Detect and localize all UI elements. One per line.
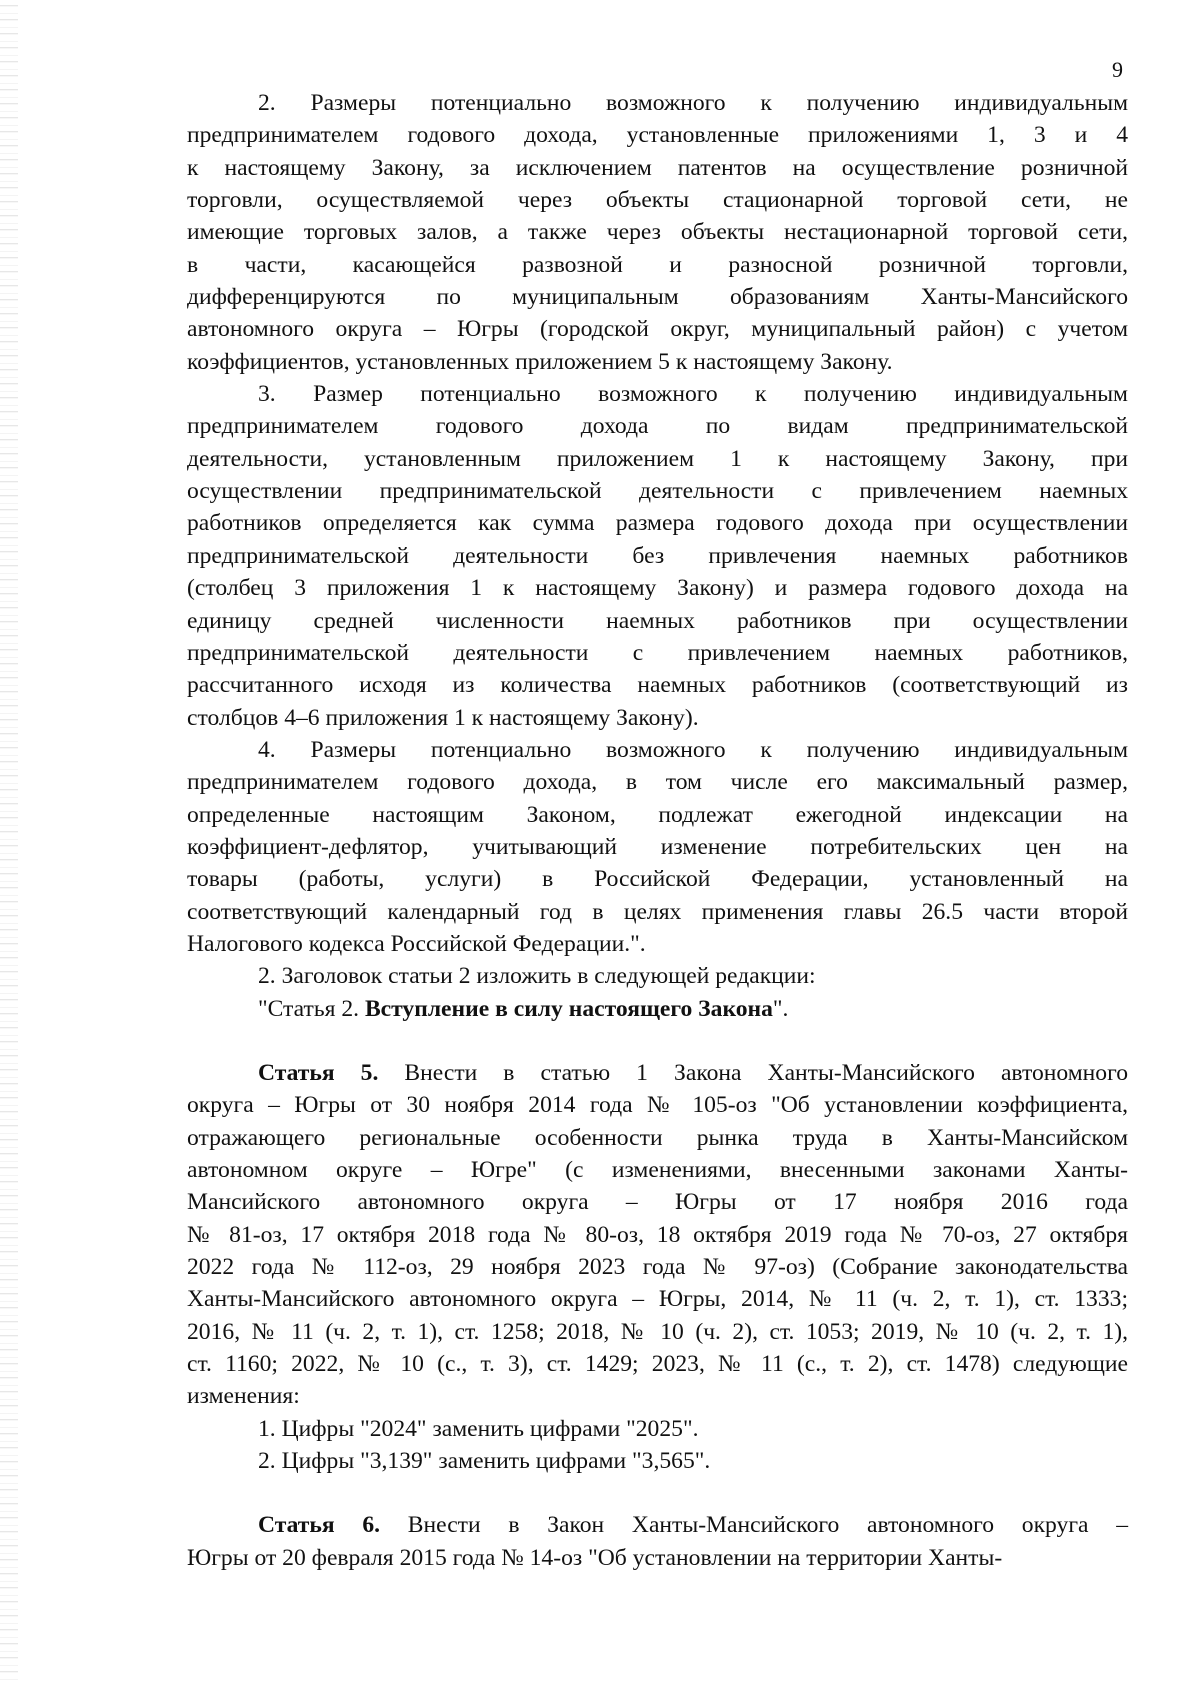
paragraph-line: Мансийского автономного округа – Югры от 17 ноября 2016 года <box>187 1189 1128 1216</box>
paragraph-line: деятельности, установленным приложением 1 к настоящему Закону, при <box>187 445 1128 472</box>
paragraph-line: округа – Югры от 30 ноября 2014 года № 105-оз "Об установлении коэффициента, <box>187 1092 1128 1119</box>
scan-edge <box>0 0 18 1685</box>
paragraph-line: "Статья 2. Вступление в силу настоящего Закона". <box>258 995 789 1022</box>
page-number: 9 <box>1112 57 1123 82</box>
paragraph-line: работников определяется как сумма размера годового дохода при осуществлении <box>187 510 1128 537</box>
paragraph-line: Югры от 20 февраля 2015 года № 14-оз "Об установлении на территории Ханты- <box>187 1544 1003 1571</box>
paragraph-line: 4. Размеры потенциально возможного к получению индивидуальным <box>258 736 1128 763</box>
paragraph-line: 1. Цифры "2024" заменить цифрами "2025". <box>258 1415 699 1442</box>
paragraph-line: № 81-оз, 17 октября 2018 года № 80-оз, 18 октября 2019 года № 70-оз, 27 октября <box>187 1221 1128 1248</box>
paragraph-line: 2. Размеры потенциально возможного к получению индивидуальным <box>258 90 1128 116</box>
paragraph-line: (столбец 3 приложения 1 к настоящему Закону) и размера годового дохода на <box>187 575 1128 602</box>
paragraph-line: рассчитанного исходя из количества наемных работников (соответствующий из <box>187 672 1128 699</box>
bold-text: Вступление в силу настоящего Закона <box>364 995 773 1022</box>
document-body <box>187 87 1128 1574</box>
paragraph-line: торговли, осуществляемой через объекты стационарной торговой сети, не <box>187 187 1128 214</box>
paragraph-line: 2. Заголовок статьи 2 изложить в следующей редакции: <box>258 963 816 990</box>
paragraph-line: предпринимательской деятельности без привлечения наемных работников <box>187 542 1128 569</box>
paragraph-line: в части, касающейся развозной и разносной розничной торговли, <box>187 251 1128 278</box>
paragraph-line: к настоящему Закону, за исключением патентов на осуществление розничной <box>187 154 1128 181</box>
bold-text: Статья 5. <box>258 1059 379 1086</box>
paragraph-line: предпринимательской деятельности с привлечением наемных работников, <box>187 639 1128 666</box>
paragraph-line: единицу средней численности наемных работников при осуществлении <box>187 607 1128 634</box>
paragraph-line: столбцов 4–6 приложения 1 к настоящему Закону). <box>187 704 699 731</box>
paragraph-line: имеющие торговых залов, а также через объекты нестационарной торговой сети, <box>187 219 1128 246</box>
paragraph-line: коэффициент-дефлятор, учитывающий изменение потребительских цен на <box>187 833 1128 860</box>
paragraph-line: 2022 года № 112-оз, 29 ноября 2023 года № 97-оз) (Собрание законодательства <box>187 1254 1128 1281</box>
paragraph-line: товары (работы, услуги) в Российской Федерации, установленный на <box>187 866 1128 893</box>
paragraph-line: 3. Размер потенциально возможного к получению индивидуальным <box>258 381 1128 408</box>
paragraph-line: соответствующий календарный год в целях применения главы 26.5 части второй <box>187 898 1128 925</box>
paragraph-line: отражающего региональные особенности рынка труда в Ханты-Мансийском <box>187 1124 1128 1151</box>
paragraph-line: определенные настоящим Законом, подлежат ежегодной индексации на <box>187 801 1128 828</box>
paragraph-line: предпринимателем годового дохода, установленные приложениями 1, 3 и 4 <box>187 122 1128 149</box>
paragraph-line: Ханты-Мансийского автономного округа – Югры, 2014, № 11 (ч. 2, т. 1), ст. 1333; <box>187 1286 1128 1313</box>
paragraph-line: 2016, № 11 (ч. 2, т. 1), ст. 1258; 2018, № 10 (ч. 2), ст. 1053; 2019, № 10 (ч. 2, т. 1), <box>187 1318 1128 1345</box>
paragraph-line: 2. Цифры "3,139" заменить цифрами "3,565". <box>258 1448 711 1475</box>
paragraph-line: коэффициентов, установленных приложением 5 к настоящему Закону. <box>187 348 893 375</box>
paragraph-line: предпринимателем годового дохода по видам предпринимательской <box>187 413 1128 440</box>
paragraph-line: автономного округа – Югры (городской округ, муниципальный район) с учетом <box>187 316 1128 343</box>
paragraph-line: Налогового кодекса Российской Федерации.". <box>187 930 646 957</box>
paragraph-line: дифференцируются по муниципальным образованиям Ханты-Мансийского <box>187 284 1128 311</box>
paragraph-line: Статья 6. Внести в Закон Ханты-Мансийского автономного округа – <box>258 1512 1128 1539</box>
paragraph-line: Статья 5. Внести в статью 1 Закона Ханты-Мансийского автономного <box>258 1059 1128 1086</box>
bold-text: Статья 6. <box>258 1512 381 1539</box>
paragraph-line: автономном округе – Югре" (с изменениями, внесенными законами Ханты- <box>187 1157 1128 1183</box>
section-gap <box>187 1477 1128 1509</box>
paragraph-line: изменения: <box>187 1383 300 1410</box>
paragraph-line: ст. 1160; 2022, № 10 (с., т. 3), ст. 1429; 2023, № 11 (с., т. 2), ст. 1478) следующие <box>187 1351 1128 1378</box>
section-gap <box>187 1025 1128 1057</box>
paragraph-line: предпринимателем годового дохода, в том числе его максимальный размер, <box>187 769 1128 796</box>
paragraph-line: осуществлении предпринимательской деятельности с привлечением наемных <box>187 478 1128 505</box>
